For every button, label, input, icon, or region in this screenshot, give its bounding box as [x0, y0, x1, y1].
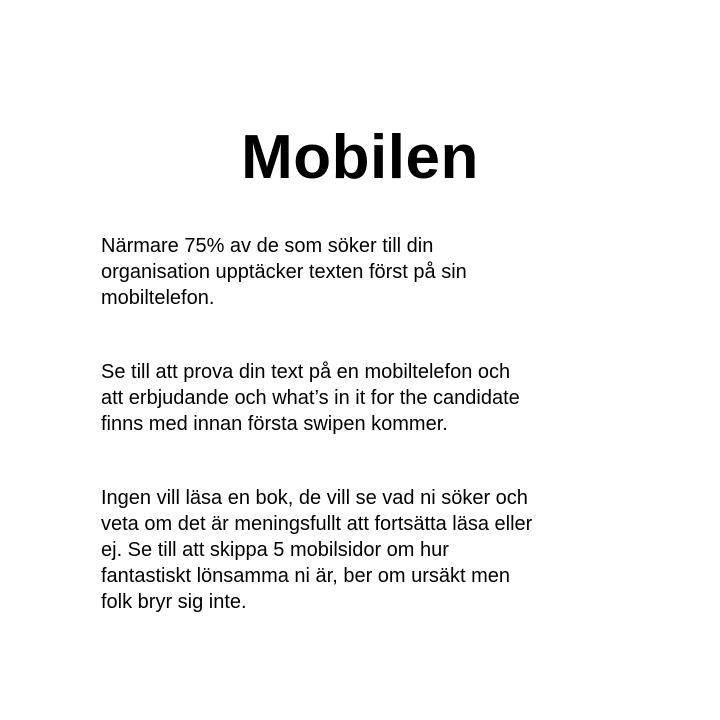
paragraph-test-on-mobile: Se till att prova din text på en mobiltelefon och att erbjudande och what’s in it for the candidate finns med innan första swipen kommer.: [101, 361, 520, 435]
paragraph-mobile-share: Närmare 75% av de som söker till din organisation upptäcker texten först på sin mobiltelefon.: [101, 235, 467, 309]
paragraph-keep-it-short: Ingen vill läsa en bok, de vill se vad ni söker och veta om det är meningsfullt att fortsätta läsa eller ej. Se till att skippa 5 mobilsidor om hur fantastiskt lönsamma ni är, ber om ursäkt men folk bryr sig inte.: [101, 487, 533, 613]
slide-title: Mobilen: [241, 123, 479, 192]
